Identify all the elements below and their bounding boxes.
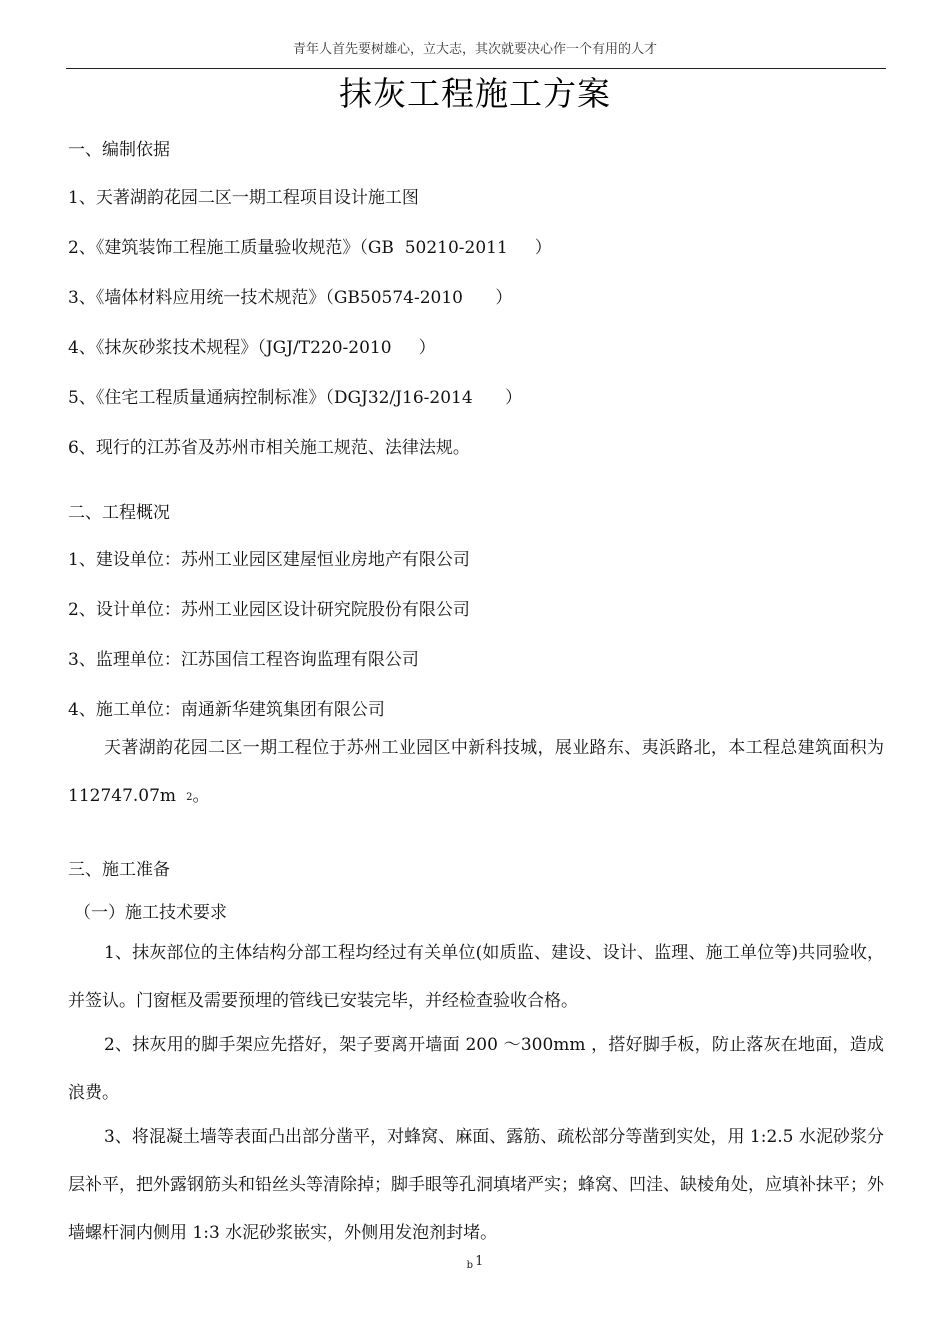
basis-item-4: 4、《抹灰砂浆技术规程》（JGJ/T220-2010 ） xyxy=(68,338,436,358)
basis-item-1: 1、天著湖韵花园二区一期工程项目设计施工图 xyxy=(68,188,419,208)
subsection-heading-technical: （一）施工技术要求 xyxy=(74,903,227,923)
requirement-paragraph-1: 1、抹灰部位的主体结构分部工程均经过有关单位(如质监、建设、设计、监理、施工单位等)共同验收，并签认。门窗框及需要预埋的管线已安装完毕，并经检查验收合格。 xyxy=(68,943,884,1011)
basis-item-3: 3、《墙体材料应用统一技术规范》（GB50574-2010 ） xyxy=(68,288,513,308)
requirement-paragraph-3: 3、将混凝土墙等表面凸出部分凿平，对蜂窝、麻面、露筋、疏松部分等凿到实处，用 1:2.5 水泥砂浆分层补平，把外露钢筋头和铅丝头等清除掉；脚手眼等孔洞填堵严实；蜂窝、凹洼、缺棱角处，应填补抹平；外墙螺杆洞内侧用 1:3 水泥砂浆嵌实，外侧用发泡剂封堵。 xyxy=(68,1127,884,1243)
overview-end: 。 xyxy=(192,786,210,806)
section-heading-overview: 二、工程概况 xyxy=(68,503,170,523)
area-superscript: 2 xyxy=(186,792,193,803)
overview-item-1: 1、建设单位：苏州工业园区建屋恒业房地产有限公司 xyxy=(68,550,470,570)
requirement-paragraph-2: 2、抹灰用的脚手架应先搭好，架子要离开墙面 200 ～300mm ，搭好脚手板，防止落灰在地面，造成浪费。 xyxy=(68,1035,884,1103)
overview-text: 天著湖韵花园二区一期工程位于苏州工业园区中新科技城，展业路东、夷浜路北，本工程总建筑面积为 112747.07m xyxy=(68,738,884,806)
basis-item-5: 5、《住宅工程质量通病控制标准》（DGJ32/J16-2014 ） xyxy=(68,388,523,408)
document-title: 抹灰工程施工方案 xyxy=(339,74,611,113)
basis-item-6: 6、现行的江苏省及苏州市相关施工规范、法律法规。 xyxy=(68,438,470,458)
page-number: 1 xyxy=(475,1254,484,1269)
basis-item-2: 2、《建筑装饰工程施工质量验收规范》（GB 50210-2011 ） xyxy=(68,238,552,258)
running-header: 青年人首先要树雄心，立大志，其次就要决心作一个有用的人才 xyxy=(292,42,657,57)
overview-item-3: 3、监理单位：江苏国信工程咨询监理有限公司 xyxy=(68,650,419,670)
overview-paragraph xyxy=(68,724,884,822)
section-heading-preparation: 三、施工准备 xyxy=(68,860,170,880)
section-heading-basis: 一、编制依据 xyxy=(68,140,170,160)
page-footer xyxy=(0,1254,950,1271)
overview-item-4: 4、施工单位：南通新华建筑集团有限公司 xyxy=(68,700,385,720)
footer-mark: b xyxy=(466,1260,474,1271)
overview-item-2: 2、设计单位：苏州工业园区设计研究院股份有限公司 xyxy=(68,600,470,620)
